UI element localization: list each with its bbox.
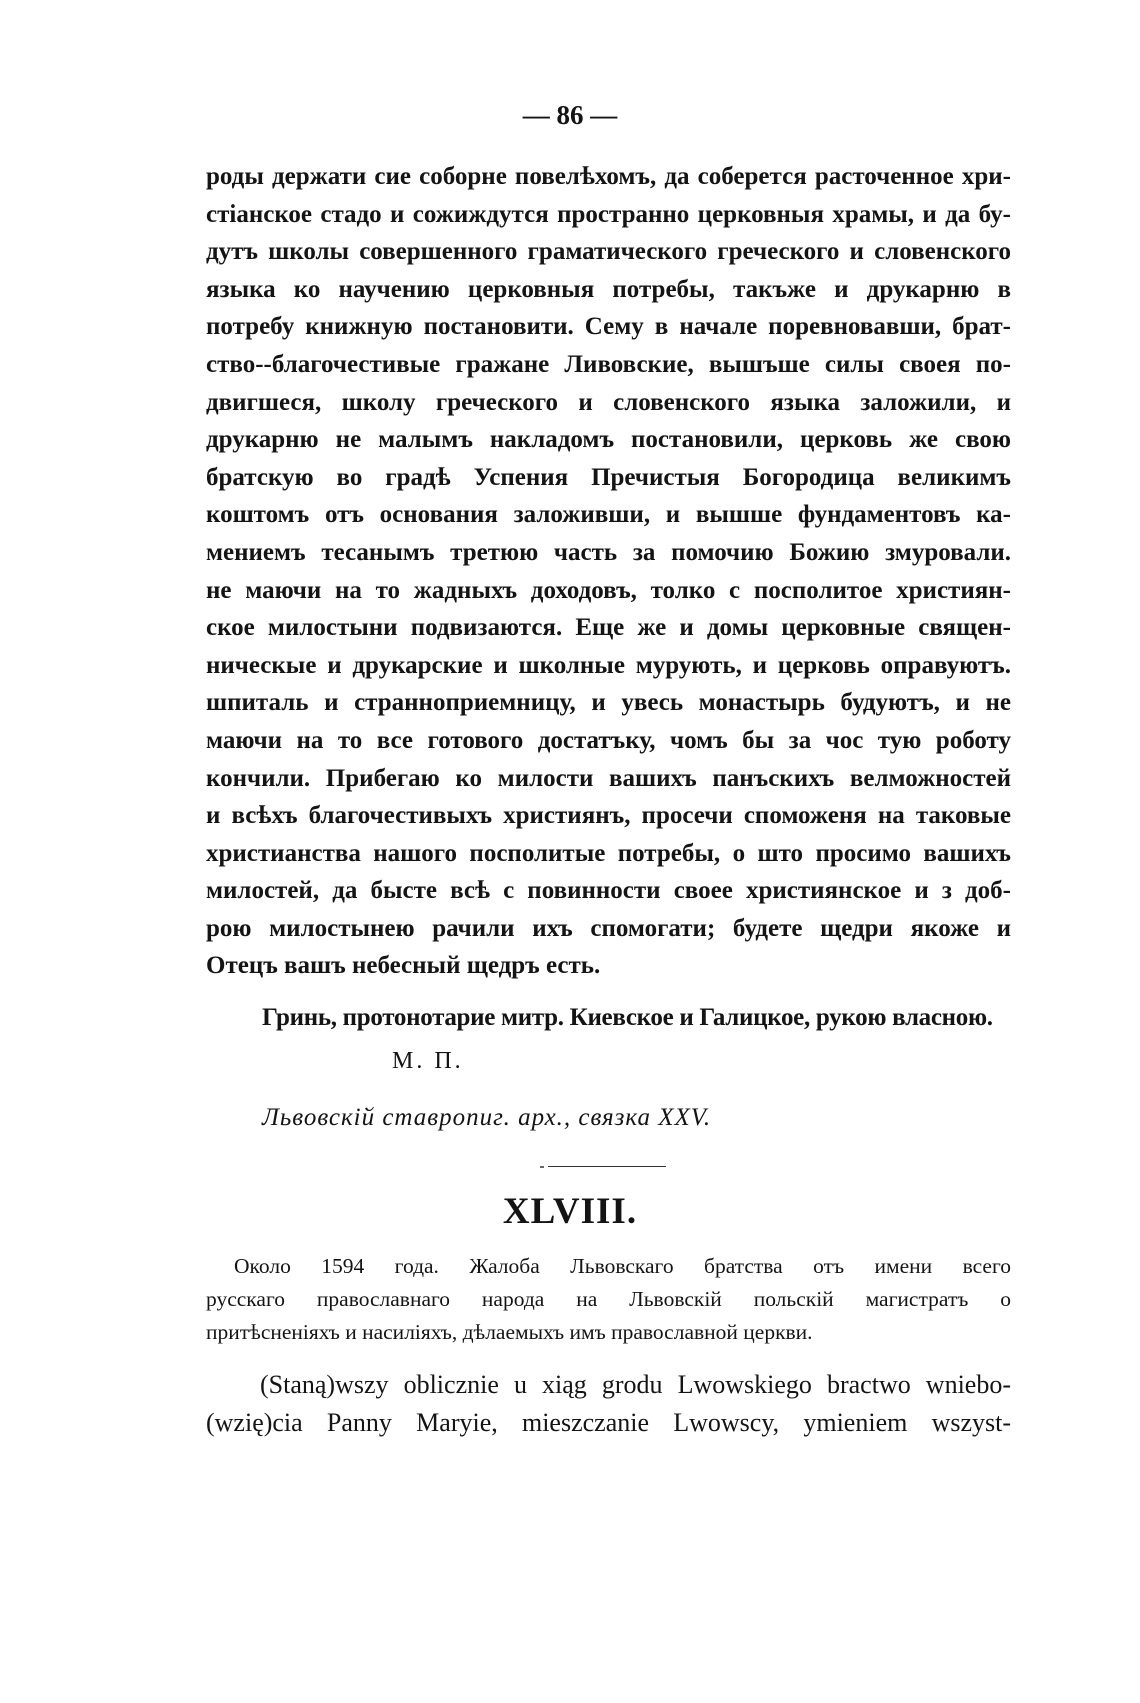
divider-dot (540, 1166, 544, 1168)
text-line: ское милостыни подвизаются. Еще же и домы церковные священ- (206, 614, 1011, 642)
section-summary (206, 1250, 1011, 1349)
text-line: христианства нашого посполитые потребы, о што просимо вашихъ (206, 839, 1011, 867)
archive-reference: Львовскій ставропиг. арх., связка XXV. (262, 1104, 712, 1131)
page-number: — 86 — (522, 100, 618, 130)
summary-line: притѣсненіяхъ и насиліяхъ, дѣлаемыхъ имъ православной церкви. (206, 1320, 813, 1344)
text-line: не маючи на то жадныхъ доходовъ, толко с посполитое християн- (206, 576, 1011, 604)
text-line: ническые и друкарские и школные мурують, и церковь оправуютъ. (206, 651, 1011, 679)
text-line: потребу книжную постановити. Сему в начале поревновавши, брат- (206, 313, 1011, 341)
text-line: роды держати сие соборне повелѣхомъ, да соберется расточенное хри- (206, 163, 1011, 190)
text-line: шпиталь и странноприемницу, и увесь монастырь будуютъ, и не (206, 689, 1011, 717)
polish-line: (wzię)cia Panny Maryie, mieszczanie Lwowscy, ymieniem wszyst- (206, 1408, 1011, 1437)
text-line: ство--благочестивые гражане Ливовские, вышъше силы своея по- (206, 350, 1011, 378)
text-line: мениемъ тесанымъ третюю часть за помочию Божию змуровали. (206, 538, 1011, 566)
text-line: друкарню не малымъ накладомъ постановили, церковь же свою (206, 426, 1011, 454)
main-text-block (206, 158, 1011, 985)
text-line: дутъ школы совершенного граматического греческого и словенского (206, 238, 1011, 266)
text-line: и всѣхъ благочестивыхъ християнъ, просечи споможеня на таковые (206, 802, 1011, 830)
text-line: маючи на то все готового достатъку, чомъ бы за чос тую роботу (206, 726, 1011, 754)
text-line: Отецъ вашъ небесный щедръ есть. (206, 952, 601, 980)
polish-text-block (206, 1366, 1011, 1442)
text-line: рою милостынею рачили ихъ спомогати; будете щедри якоже и (206, 914, 1011, 942)
text-line: стіанское стадо и сожиждутся пространно церковныя храмы, и да бу- (206, 200, 1011, 228)
text-line: двигшеся, школу греческого и словенского языка заложили, и (206, 388, 1011, 416)
section-divider (548, 1166, 666, 1167)
summary-line: русскаго православнаго народа на Львовскій польскій магистратъ о (206, 1287, 1011, 1311)
text-line: языка ко научению церковныя потребы, такъже и друкарню в (206, 275, 1011, 303)
text-line: коштомъ отъ основания заложивши, и вышше фундаментовъ ка- (206, 501, 1011, 529)
polish-line: (Staną)wszy oblicznie u xiąg grodu Lwowskiego bractwo wniebo- (260, 1370, 1011, 1399)
text-line: милостей, да бысте всѣ с повинности своее християнское и з доб- (206, 877, 1011, 905)
signature-line: Гринь, протонотарие митр. Киевское и Галицкое, рукою власною. (262, 1004, 993, 1031)
text-line: кончили. Прибегаю ко милости вашихъ панъскихъ велможностей (206, 764, 1011, 792)
seal-mark: М. П. (392, 1048, 464, 1074)
summary-line: Около 1594 года. Жалоба Львовскаго братства отъ имени всего (234, 1254, 1011, 1278)
text-line: братскую во градѣ Успения Пречистыя Богородица великимъ (206, 463, 1011, 491)
section-heading: XLVIII. (502, 1191, 638, 1232)
